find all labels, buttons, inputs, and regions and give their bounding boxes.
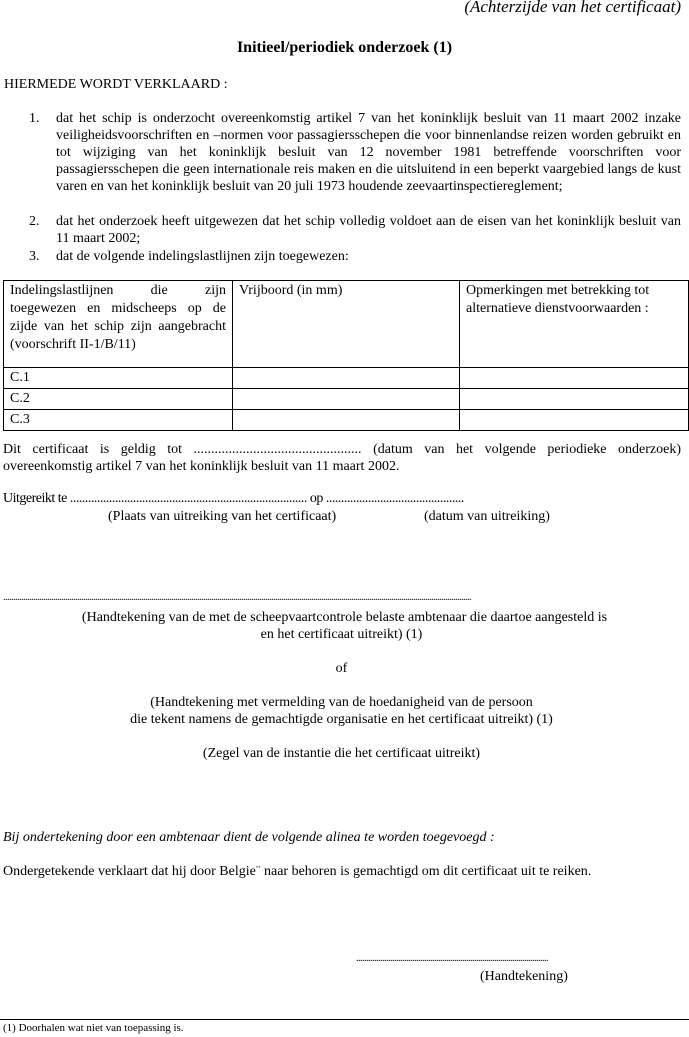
signature-org-caption-1: (Handtekening met vermelding van de hoedanigheid van de persoon	[150, 695, 533, 710]
final-signature-line: ................................................................................................	[356, 953, 548, 964]
list-item-3	[29, 248, 681, 265]
signature-official-caption-1: (Handtekening van de met de scheepvaartcontrole belaste ambtenaar die daartoe aangesteld is	[81, 610, 608, 625]
issued-line: Uitgereikt te ............................................................................... op ..............................................	[3, 491, 464, 506]
page-side-note: (Achterzijde van het certificaat)	[464, 0, 681, 16]
final-signature-caption: (Handtekening)	[480, 969, 568, 984]
signature-official-caption-2: en het certificaat uitreikt) (1)	[260, 627, 423, 642]
signature-org-caption-2: die tekent namens de gemachtigde organisatie en het certificaat uitreikt) (1)	[130, 712, 553, 727]
item-text: dat de volgende indelingslastlijnen zijn toegewezen:	[56, 249, 349, 264]
declaration-heading: HIERMEDE WORDT VERKLAARD :	[4, 77, 228, 92]
row-label: C.3	[4, 410, 233, 431]
table-row	[4, 389, 689, 410]
authorization-text: Ondergetekende verklaart dat hij door Belgie¨ naar behoren is gemachtigd om dit certificaat uit te reiken.	[3, 864, 592, 879]
row-remarks	[460, 410, 689, 431]
row-label: C.1	[4, 368, 233, 389]
issued-place-caption: (Plaats van uitreiking van het certificaat)	[108, 509, 337, 524]
seal-caption: (Zegel van de instantie die het certificaat uitreikt)	[202, 746, 481, 761]
row-remarks	[460, 389, 689, 410]
row-freeboard	[233, 410, 460, 431]
signature-line: ..........................................................................................................................................................................................................................................	[3, 592, 471, 603]
row-freeboard	[233, 368, 460, 389]
page-title: Initieel/periodiek onderzoek (1)	[236, 39, 453, 56]
list-item-1	[29, 110, 681, 195]
row-remarks	[460, 368, 689, 389]
item-number: 3.	[29, 249, 40, 264]
table-row	[4, 368, 689, 389]
validity-text: Dit certificaat is geldig tot ................................................ (datum van het volgende periodieke onderzoek) overeenkomstig artikel 7 van het koninklijk besluit van 11 maart 2002.	[3, 442, 681, 474]
or-text: of	[335, 661, 348, 676]
list-item-2	[29, 213, 681, 247]
row-label: C.2	[4, 389, 233, 410]
row-freeboard	[233, 389, 460, 410]
table-header-remarks: Opmerkingen met betrekking tot alternatieve dienstvoorwaarden :	[460, 281, 689, 368]
footnote: (1) Doorhalen wat niet van toepassing is.	[3, 1022, 184, 1034]
table-header-loadlines: Indelingslastlijnen die zijn toegewezen en midscheeps op de zijde van het schip zijn aangebracht (voorschrift II-1/B/11)	[4, 281, 233, 368]
table-header-freeboard: Vrijboord (in mm)	[233, 281, 460, 368]
official-note: Bij ondertekening door een ambtenaar dient de volgende alinea te worden toegevoegd :	[3, 830, 495, 845]
item-text: dat het onderzoek heeft uitgewezen dat het schip volledig voldoet aan de eisen van het koninklijk besluit van 11 maart 2002;	[56, 214, 681, 246]
issued-date-caption: (datum van uitreiking)	[424, 509, 550, 524]
table-row	[4, 410, 689, 431]
loadline-table	[3, 280, 689, 431]
item-number: 2.	[29, 214, 40, 229]
item-text: dat het schip is onderzocht overeenkomstig artikel 7 van het koninklijk besluit van 11 maart 2002 inzake veiligheidsvoorschriften en –normen voor passagiersschepen die voor binnenlandse reizen worden gebruikt en tot wijziging van het koninklijk besluit van 12 november 1981 betreffende voorschriften voor passagiersschepen die geen internationale reis maken en die uitsluitend in een beperkt vaargebied langs de kust varen en van het koninklijk besluit van 20 juli 1973 houdende zeevaartinspectiereglement;	[56, 111, 681, 194]
item-number: 1.	[29, 111, 40, 126]
